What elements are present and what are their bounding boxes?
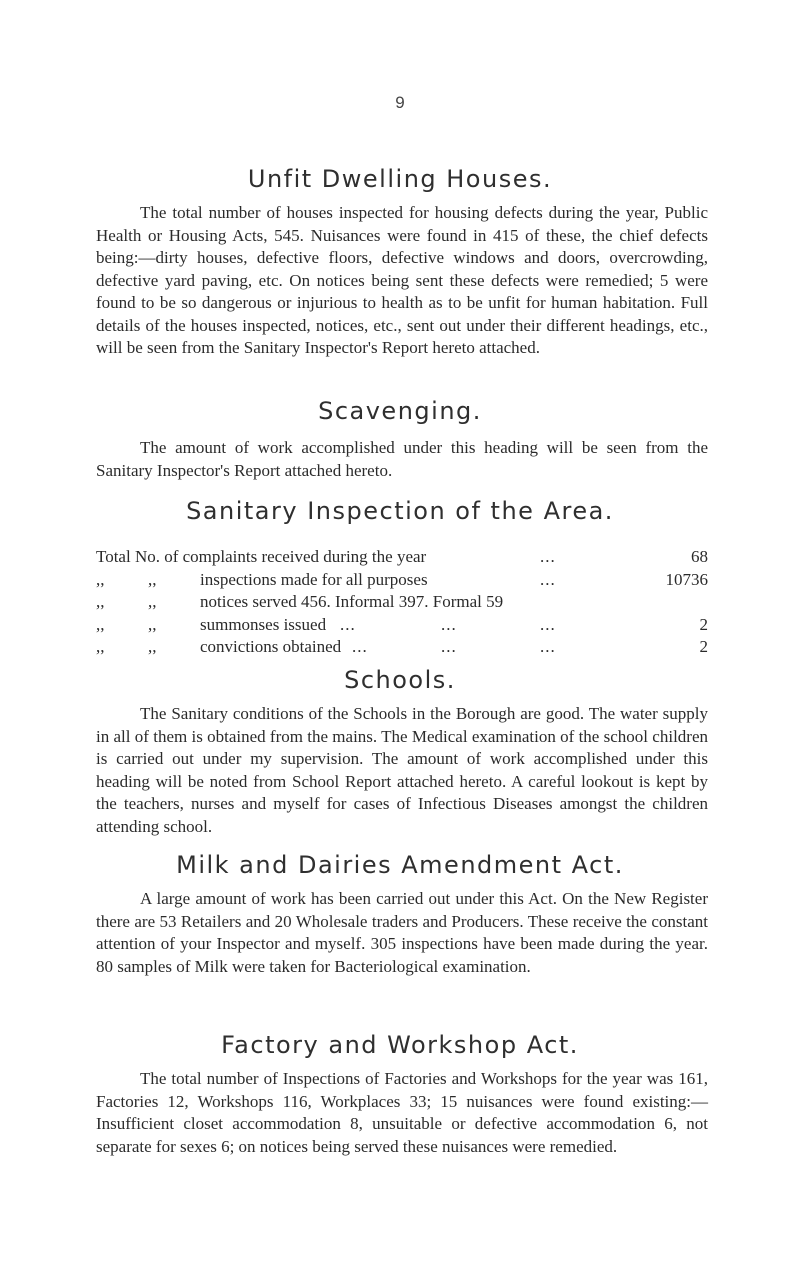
page-number: 9 [395,93,405,112]
paragraph-milk-text: A large amount of work has been carried out under this Act. On the New Register there are 53 Retailers and 20 Wholesale traders and Producers. These receive the constant attention of your Inspector and myself. 305 inspections have been made during the year. 80 samples of Milk were taken for Bacteriological examination. [96,889,708,976]
leader-dots: ... [540,614,556,634]
leader-dots: ... [540,637,556,656]
paragraph-factory-workshop [96,1068,708,1158]
table-row [96,636,708,659]
heading-scavenging: Scavenging. [318,397,482,425]
heading-milk-dairies: Milk and Dairies Amendment Act. [176,851,624,879]
ditto-mark: ,, [148,592,157,611]
ditto-mark: ,, [148,637,157,656]
heading-factory-workshop: Factory and Workshop Act. [221,1031,579,1059]
heading-schools: Schools. [344,666,456,694]
paragraph-milk-dairies [96,888,708,978]
ditto-mark: ,, [96,614,105,634]
table-row [96,569,708,592]
table-row [96,546,708,569]
paragraph-scavenging [96,437,708,482]
row-label: notices served 456. Informal 397. Formal 59 [200,592,504,611]
row-value: 68 [691,547,708,566]
ditto-mark: ,, [96,637,105,656]
ditto-mark: ,, [148,614,157,634]
heading-unfit-dwelling-houses: Unfit Dwelling Houses. [247,165,553,193]
row-value: 10736 [665,569,708,589]
leader-dots: ... [340,614,356,634]
ditto-mark: ,, [96,592,105,611]
ditto-mark: ,, [96,569,105,589]
paragraph-factory-text: The total number of Inspections of Factories and Workshops for the year was 161, Factories 12, Workshops 116, Workplaces 33; 15 nuisances were found existing:—Insufficient closet accommodation 8, unsuitable or defective accommodation 6, not separate for sexes 6; on notices being served these nuisances were remedied. [96,1069,708,1156]
heading-sanitary-inspection: Sanitary Inspection of the Area. [186,497,614,525]
row-prefix: Total No. [96,547,160,566]
row-label: summonses issued [200,614,327,634]
table-row [96,614,708,637]
paragraph-unfit-text: The total number of houses inspected for housing defects during the year, Public Health or Housing Acts, 545. Nuisances were found in 415 of these, the chief defects being:—dirty houses, defective floors, defective windows and doors, overcrowding, defective yard paving, etc. On notices being sent these defects were remedied; 5 were found to be so dangerous or injurious to health as to be unfit for human habitation. Full details of the houses inspected, notices, etc., sent out under their different headings, etc., will be seen from the Sanitary Inspector's Report hereto attached. [96,203,708,357]
paragraph-schools [96,703,708,838]
paragraph-unfit-dwelling-houses [96,202,708,360]
sanitary-inspection-table [96,546,708,659]
leader-dots: ... [540,547,556,566]
row-value: 2 [699,637,708,656]
leader-dots: ... [352,637,368,656]
table-row [96,591,708,614]
leader-dots: ... [441,637,457,656]
ditto-mark: ,, [148,569,157,589]
leader-dots: ... [540,569,556,589]
row-label: convictions obtained [200,637,342,656]
paragraph-scavenging-text: The amount of work accomplished under this heading will be seen from the Sanitary Inspector's Report attached hereto. [96,438,708,480]
row-value: 2 [699,614,708,634]
paragraph-schools-text: The Sanitary conditions of the Schools in the Borough are good. The water supply in all of them is obtained from the mains. The Medical examination of the school children is carried out under my supervision. The amount of work accomplished under this heading will be noted from School Report attached hereto. A careful lookout is kept by the teachers, nurses and myself for cases of Infectious Diseases amongst the children attending school. [96,704,708,836]
leader-dots: ... [441,614,457,634]
row-label: inspections made for all purposes [200,569,428,589]
row-label: of complaints received during the year [164,547,427,566]
